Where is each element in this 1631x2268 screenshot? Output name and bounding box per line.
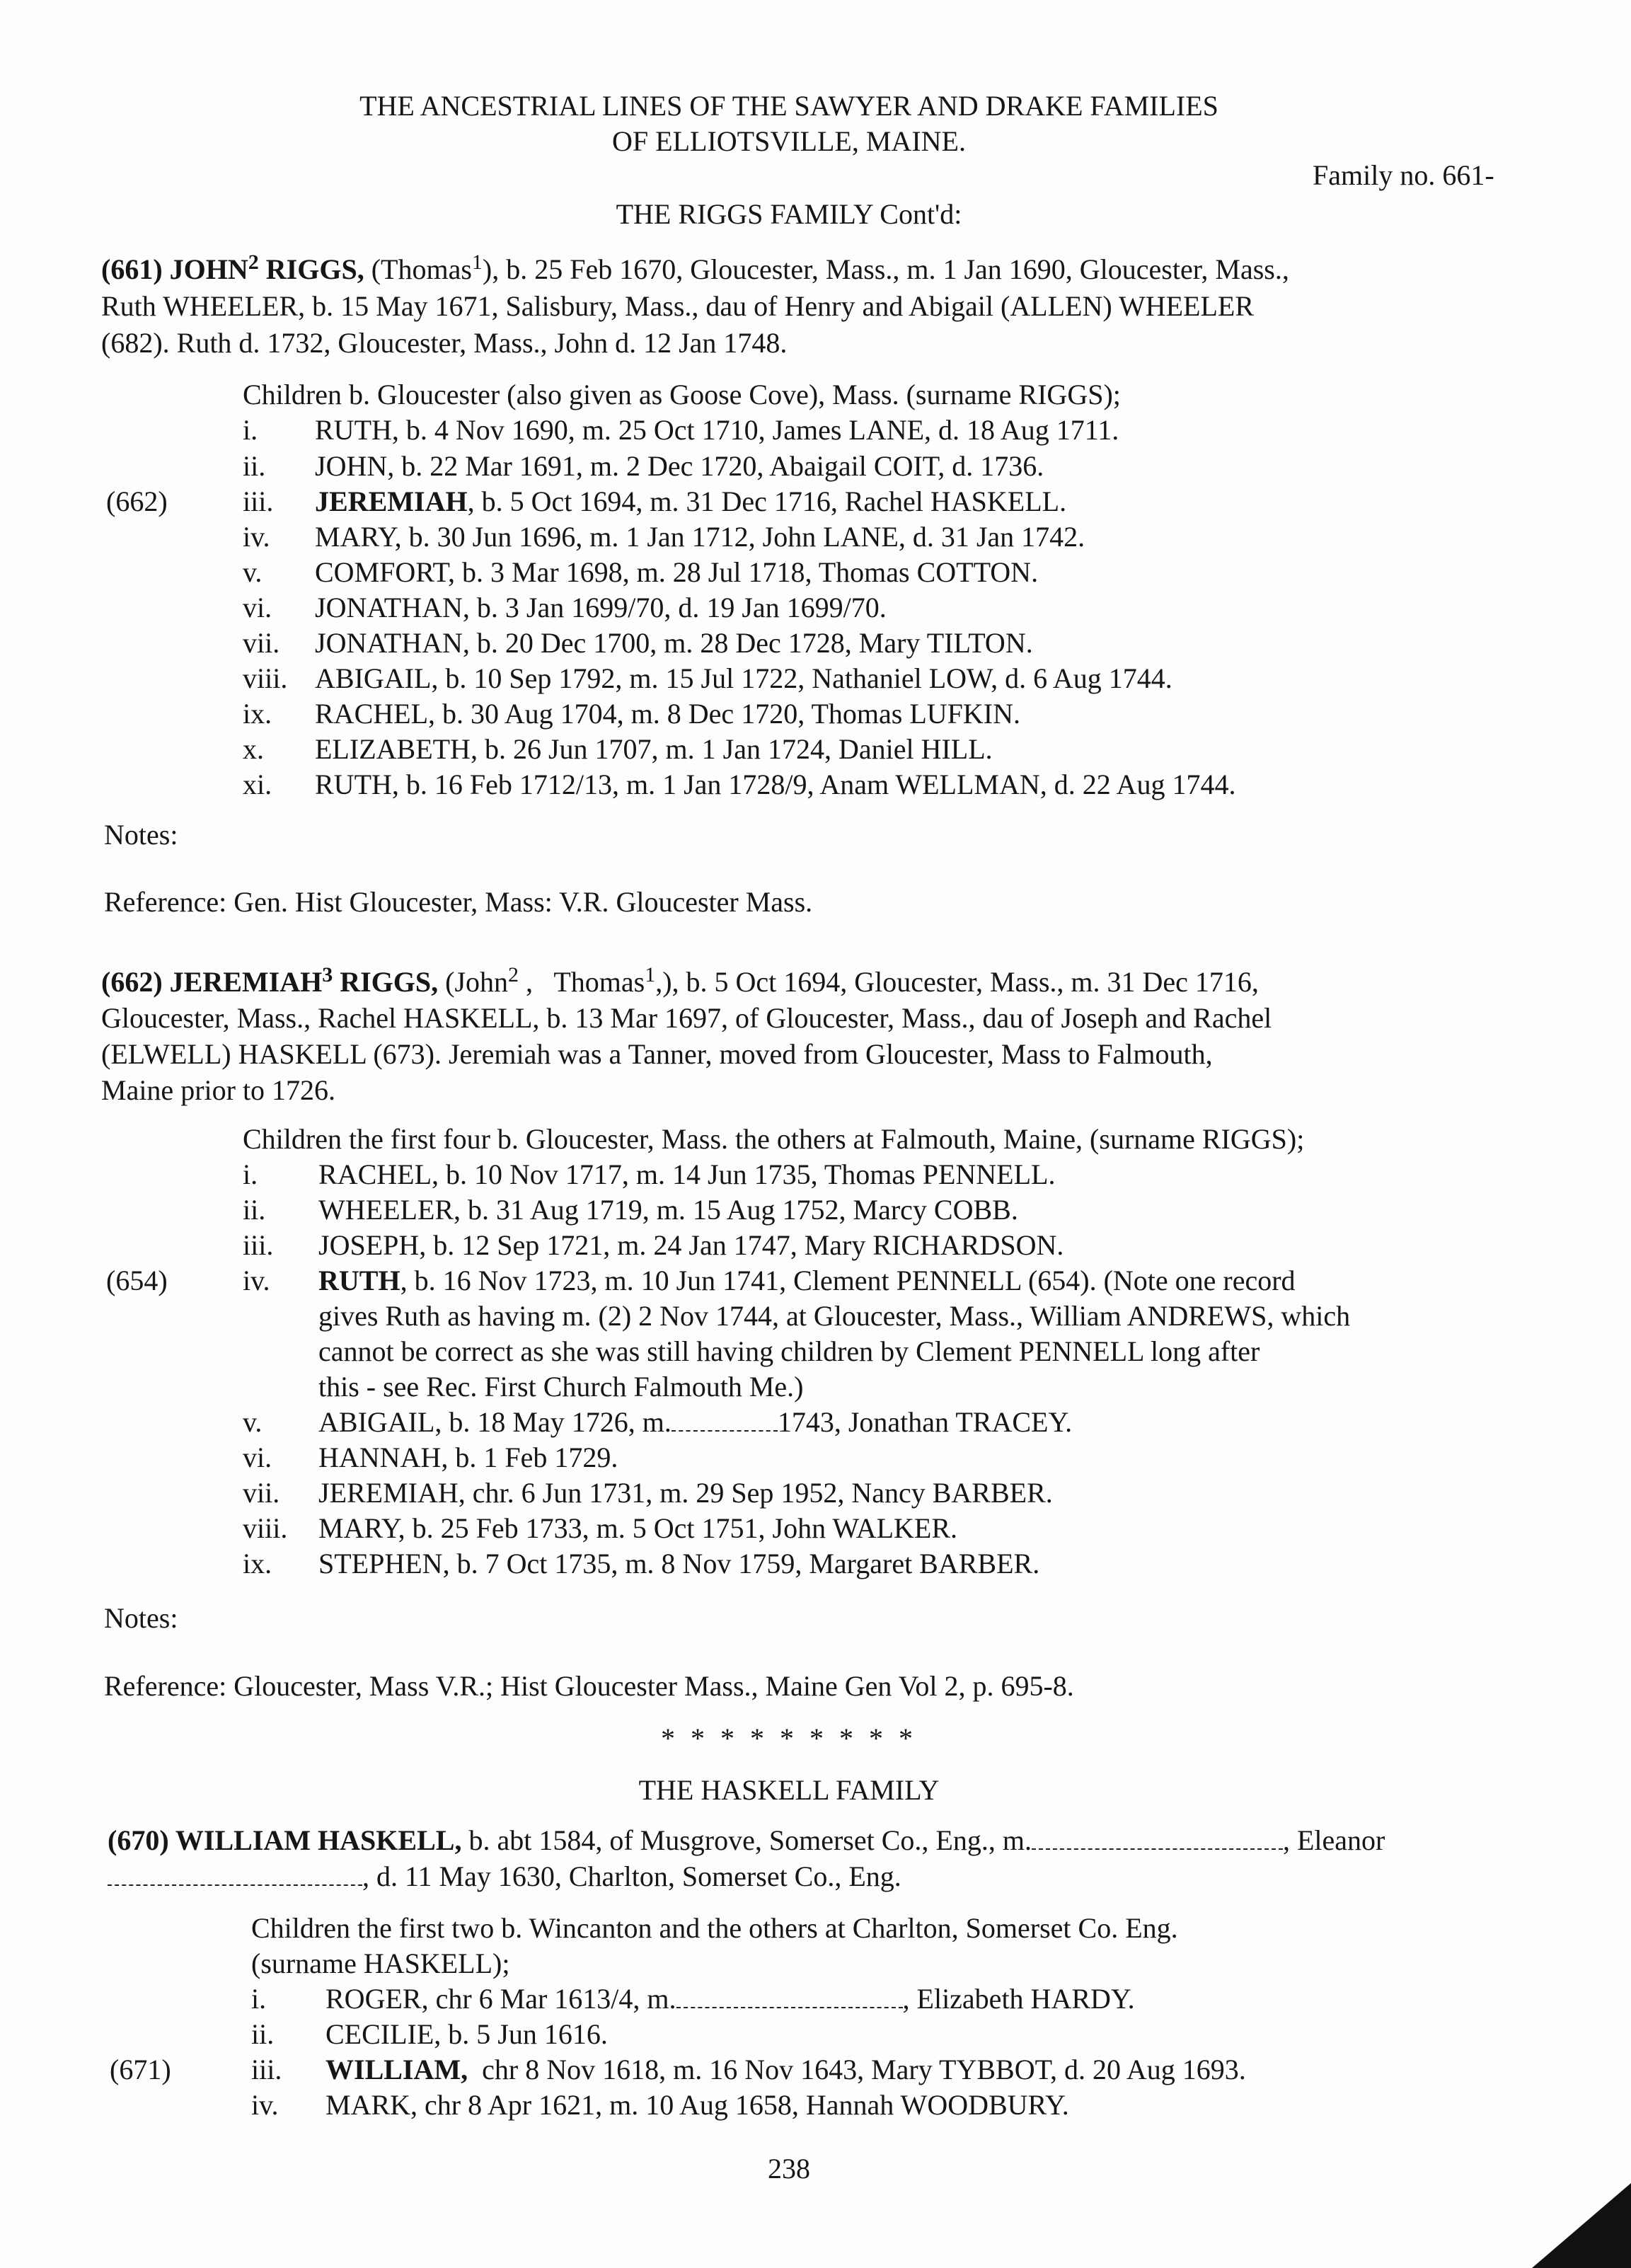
- child-row: [0, 626, 1599, 661]
- child-row: [0, 1157, 1599, 1192]
- child-cross-reference: (654): [106, 1265, 168, 1296]
- entry-662-line-4: Maine prior to 1726.: [101, 1074, 336, 1106]
- parent-text: (Thomas: [364, 253, 472, 285]
- child-number: vii.: [243, 1477, 280, 1509]
- child-row: [0, 555, 1599, 590]
- child-number: v.: [243, 556, 263, 588]
- child-number: iii.: [243, 485, 274, 517]
- child-row: [0, 1546, 1599, 1582]
- child-number: x.: [243, 733, 264, 765]
- document-title-line-2: OF ELLIOTSVILLE, MAINE.: [612, 125, 966, 157]
- child-number: i.: [243, 414, 258, 446]
- child-text: RUTH, b. 16 Feb 1712/13, m. 1 Jan 1728/9, Anam WELLMAN, d. 22 Aug 1744.: [315, 769, 1236, 800]
- child-row: [0, 1475, 1599, 1511]
- entry-670-text: , d. 11 May 1630, Charlton, Somerset Co., Eng.: [362, 1860, 901, 1892]
- child-text: [318, 1405, 1592, 1440]
- child-name: JEREMIAH: [315, 485, 468, 517]
- entry-661-id: (661) JOHN: [101, 253, 248, 285]
- child-row: [0, 1228, 1599, 1263]
- entry-662-text: ,), b. 5 Oct 1694, Gloucester, Mass., m. 31 Dec 1716,: [655, 966, 1259, 998]
- child-text: MARY, b. 25 Feb 1733, m. 5 Oct 1751, John WALKER.: [318, 1512, 958, 1544]
- child-number: vi.: [243, 592, 272, 623]
- generation-sup: 2: [248, 251, 259, 274]
- child-text-continuation: cannot be correct as she was still having children by Clement PENNELL long after: [318, 1335, 1260, 1367]
- entry-661-surname: RIGGS,: [258, 253, 364, 285]
- child-number: viii.: [243, 1512, 288, 1544]
- entry-661-line-3: (682). Ruth d. 1732, Gloucester, Mass., John d. 12 Jan 1748.: [101, 327, 788, 359]
- child-number: iv.: [251, 2089, 279, 2121]
- entry-670-line-2: [108, 1858, 1586, 1894]
- child-number: vii.: [243, 627, 280, 659]
- child-text: STEPHEN, b. 7 Oct 1735, m. 8 Nov 1759, Margaret BARBER.: [318, 1548, 1040, 1579]
- child-number: iii.: [243, 1229, 274, 1261]
- child-text: HANNAH, b. 1 Feb 1729.: [318, 1441, 618, 1473]
- generation-sup: 1: [471, 251, 483, 274]
- child-number: ii.: [243, 1194, 266, 1226]
- child-text: [325, 2052, 1599, 2088]
- child-text: ABIGAIL, b. 10 Sep 1792, m. 15 Jul 1722, Nathaniel LOW, d. 6 Aug 1744.: [315, 662, 1172, 694]
- child-row: [0, 449, 1599, 484]
- child-name: RUTH: [318, 1265, 400, 1296]
- entry-670-text: , Eleanor: [1282, 1824, 1385, 1856]
- children-intro-670-line-2: (surname HASKELL);: [251, 1947, 510, 1979]
- child-number: xi.: [243, 769, 272, 800]
- section-divider: * * * * * * * * *: [661, 1722, 917, 1754]
- parent-text: , Thomas: [519, 966, 645, 998]
- child-text: MARK, chr 8 Apr 1621, m. 10 Aug 1658, Hannah WOODBURY.: [325, 2089, 1069, 2121]
- entry-661-line-1: [101, 251, 1580, 287]
- child-details: , b. 16 Nov 1723, m. 10 Jun 1741, Clement PENNELL (654). (Note one record: [400, 1265, 1296, 1296]
- child-row: [0, 413, 1599, 448]
- child-text: JEREMIAH, chr. 6 Jun 1731, m. 29 Sep 1952, Nancy BARBER.: [318, 1477, 1053, 1509]
- section-heading-haskell: THE HASKELL FAMILY: [638, 1774, 940, 1806]
- child-row: [0, 519, 1599, 555]
- child-text: JOSEPH, b. 12 Sep 1721, m. 24 Jan 1747, Mary RICHARDSON.: [318, 1229, 1064, 1261]
- child-text: MARY, b. 30 Jun 1696, m. 1 Jan 1712, John LANE, d. 31 Jan 1742.: [315, 521, 1085, 553]
- child-number: viii.: [243, 662, 288, 694]
- generation-sup: 3: [322, 963, 333, 986]
- entry-670-id: (670) WILLIAM HASKELL,: [108, 1824, 462, 1856]
- child-text: RACHEL, b. 30 Aug 1704, m. 8 Dec 1720, Thomas LUFKIN.: [315, 698, 1020, 730]
- blank-field: [1032, 1827, 1283, 1850]
- child-text: [315, 484, 1589, 519]
- child-text: CECILIE, b. 5 Jun 1616.: [325, 2018, 608, 2050]
- child-number: iv.: [243, 521, 270, 553]
- child-number: i.: [251, 1983, 267, 2015]
- child-row: [0, 1440, 1599, 1475]
- child-text: JOHN, b. 22 Mar 1691, m. 2 Dec 1720, Abaigail COIT, d. 1736.: [315, 450, 1044, 482]
- parent-text: (John: [438, 966, 509, 998]
- child-number: ix.: [243, 1548, 272, 1579]
- children-intro-670-line-1: Children the first two b. Wincanton and the others at Charlton, Somerset Co. Eng.: [251, 1912, 1178, 1944]
- entry-670-text: b. abt 1584, of Musgrove, Somerset Co., Eng., m.: [461, 1824, 1032, 1856]
- child-row: [0, 1192, 1599, 1228]
- child-row: [0, 2088, 1599, 2123]
- child-number: ix.: [243, 698, 272, 730]
- child-text: COMFORT, b. 3 Mar 1698, m. 28 Jul 1718, Thomas COTTON.: [315, 556, 1039, 588]
- child-cross-reference: (662): [106, 485, 168, 517]
- page-corner-shadow: [1532, 2183, 1631, 2268]
- child-row: [0, 661, 1599, 696]
- child-number: ii.: [243, 450, 266, 482]
- children-intro-662: Children the first four b. Gloucester, Mass. the others at Falmouth, Maine, (surname RIGGS);: [243, 1123, 1305, 1155]
- reference-661: Reference: Gen. Hist Gloucester, Mass: V.R. Gloucester Mass.: [104, 886, 813, 918]
- child-number: v.: [243, 1406, 263, 1438]
- entry-661-line-2: Ruth WHEELER, b. 15 May 1671, Salisbury, Mass., dau of Henry and Abigail (ALLEN) WHEELER: [101, 290, 1255, 322]
- entry-662-id: (662) JEREMIAH: [101, 966, 323, 998]
- child-text: [318, 1263, 1592, 1299]
- child-cross-reference: (671): [110, 2054, 171, 2085]
- entry-662-line-2: Gloucester, Mass., Rachel HASKELL, b. 13 Mar 1697, of Gloucester, Mass., dau of Joseph and Rachel: [101, 1002, 1272, 1034]
- child-text: [325, 1981, 1599, 2017]
- child-details: ABIGAIL, b. 18 May 1726, m.: [318, 1406, 672, 1438]
- child-details: 1743, Jonathan TRACEY.: [777, 1406, 1073, 1438]
- section-heading-riggs: THE RIGGS FAMILY Cont'd:: [616, 198, 962, 230]
- child-row: [0, 1511, 1599, 1546]
- child-text: RUTH, b. 4 Nov 1690, m. 25 Oct 1710, James LANE, d. 18 Aug 1711.: [315, 414, 1119, 446]
- child-row: [0, 1405, 1599, 1440]
- entry-662-line-1: [101, 964, 1580, 1000]
- generation-sup: 2: [508, 963, 519, 986]
- child-text: JONATHAN, b. 20 Dec 1700, m. 28 Dec 1728, Mary TILTON.: [315, 627, 1033, 659]
- child-text-continuation: gives Ruth as having m. (2) 2 Nov 1744, at Gloucester, Mass., William ANDREWS, which: [318, 1300, 1351, 1332]
- family-number: Family no. 661-: [1313, 159, 1494, 191]
- entry-662-line-3: (ELWELL) HASKELL (673). Jeremiah was a Tanner, moved from Gloucester, Mass to Falmouth,: [101, 1038, 1213, 1070]
- generation-sup: 1: [645, 963, 656, 986]
- child-row: [0, 696, 1599, 732]
- child-row: [0, 484, 1599, 519]
- child-number: iv.: [243, 1265, 270, 1296]
- notes-label-662: Notes:: [104, 1602, 178, 1634]
- child-row: [0, 2017, 1599, 2052]
- child-row: [0, 590, 1599, 626]
- child-text: WHEELER, b. 31 Aug 1719, m. 15 Aug 1752, Marcy COBB.: [318, 1194, 1018, 1226]
- page-number: 238: [768, 2153, 810, 2184]
- child-text: RACHEL, b. 10 Nov 1717, m. 14 Jun 1735, Thomas PENNELL.: [318, 1158, 1056, 1190]
- child-row: [0, 767, 1599, 802]
- blank-field: [676, 1986, 903, 2008]
- child-text-continuation: this - see Rec. First Church Falmouth Me.): [318, 1371, 804, 1403]
- entry-662-surname: RIGGS,: [333, 966, 439, 998]
- child-number: vi.: [243, 1441, 272, 1473]
- child-row: [0, 2052, 1599, 2088]
- child-details: ROGER, chr 6 Mar 1613/4, m.: [325, 1983, 676, 2015]
- child-text: JONATHAN, b. 3 Jan 1699/70, d. 19 Jan 1699/70.: [315, 592, 887, 623]
- children-intro-661: Children b. Gloucester (also given as Goose Cove), Mass. (surname RIGGS);: [243, 379, 1121, 410]
- reference-662: Reference: Gloucester, Mass V.R.; Hist Gloucester Mass., Maine Gen Vol 2, p. 695-8.: [104, 1670, 1074, 1702]
- child-name: WILLIAM,: [325, 2054, 468, 2085]
- child-row: [0, 1263, 1599, 1299]
- child-row: [0, 732, 1599, 767]
- child-number: iii.: [251, 2054, 282, 2085]
- child-number: ii.: [251, 2018, 275, 2050]
- entry-661-text: ), b. 25 Feb 1670, Gloucester, Mass., m. 1 Jan 1690, Gloucester, Mass.,: [482, 253, 1289, 285]
- child-details: chr 8 Nov 1618, m. 16 Nov 1643, Mary TYBBOT, d. 20 Aug 1693.: [468, 2054, 1246, 2085]
- child-details: , Elizabeth HARDY.: [902, 1983, 1135, 2015]
- child-text: ELIZABETH, b. 26 Jun 1707, m. 1 Jan 1724, Daniel HILL.: [315, 733, 993, 765]
- notes-label-661: Notes:: [104, 819, 178, 851]
- child-row: [0, 1981, 1599, 2017]
- blank-field: [672, 1409, 778, 1432]
- blank-field: [108, 1863, 362, 1886]
- child-number: i.: [243, 1158, 258, 1190]
- document-title-line-1: THE ANCESTRIAL LINES OF THE SAWYER AND DRAKE FAMILIES: [359, 90, 1218, 122]
- child-details: , b. 5 Oct 1694, m. 31 Dec 1716, Rachel HASKELL.: [467, 485, 1067, 517]
- entry-670-line-1: [108, 1822, 1593, 1858]
